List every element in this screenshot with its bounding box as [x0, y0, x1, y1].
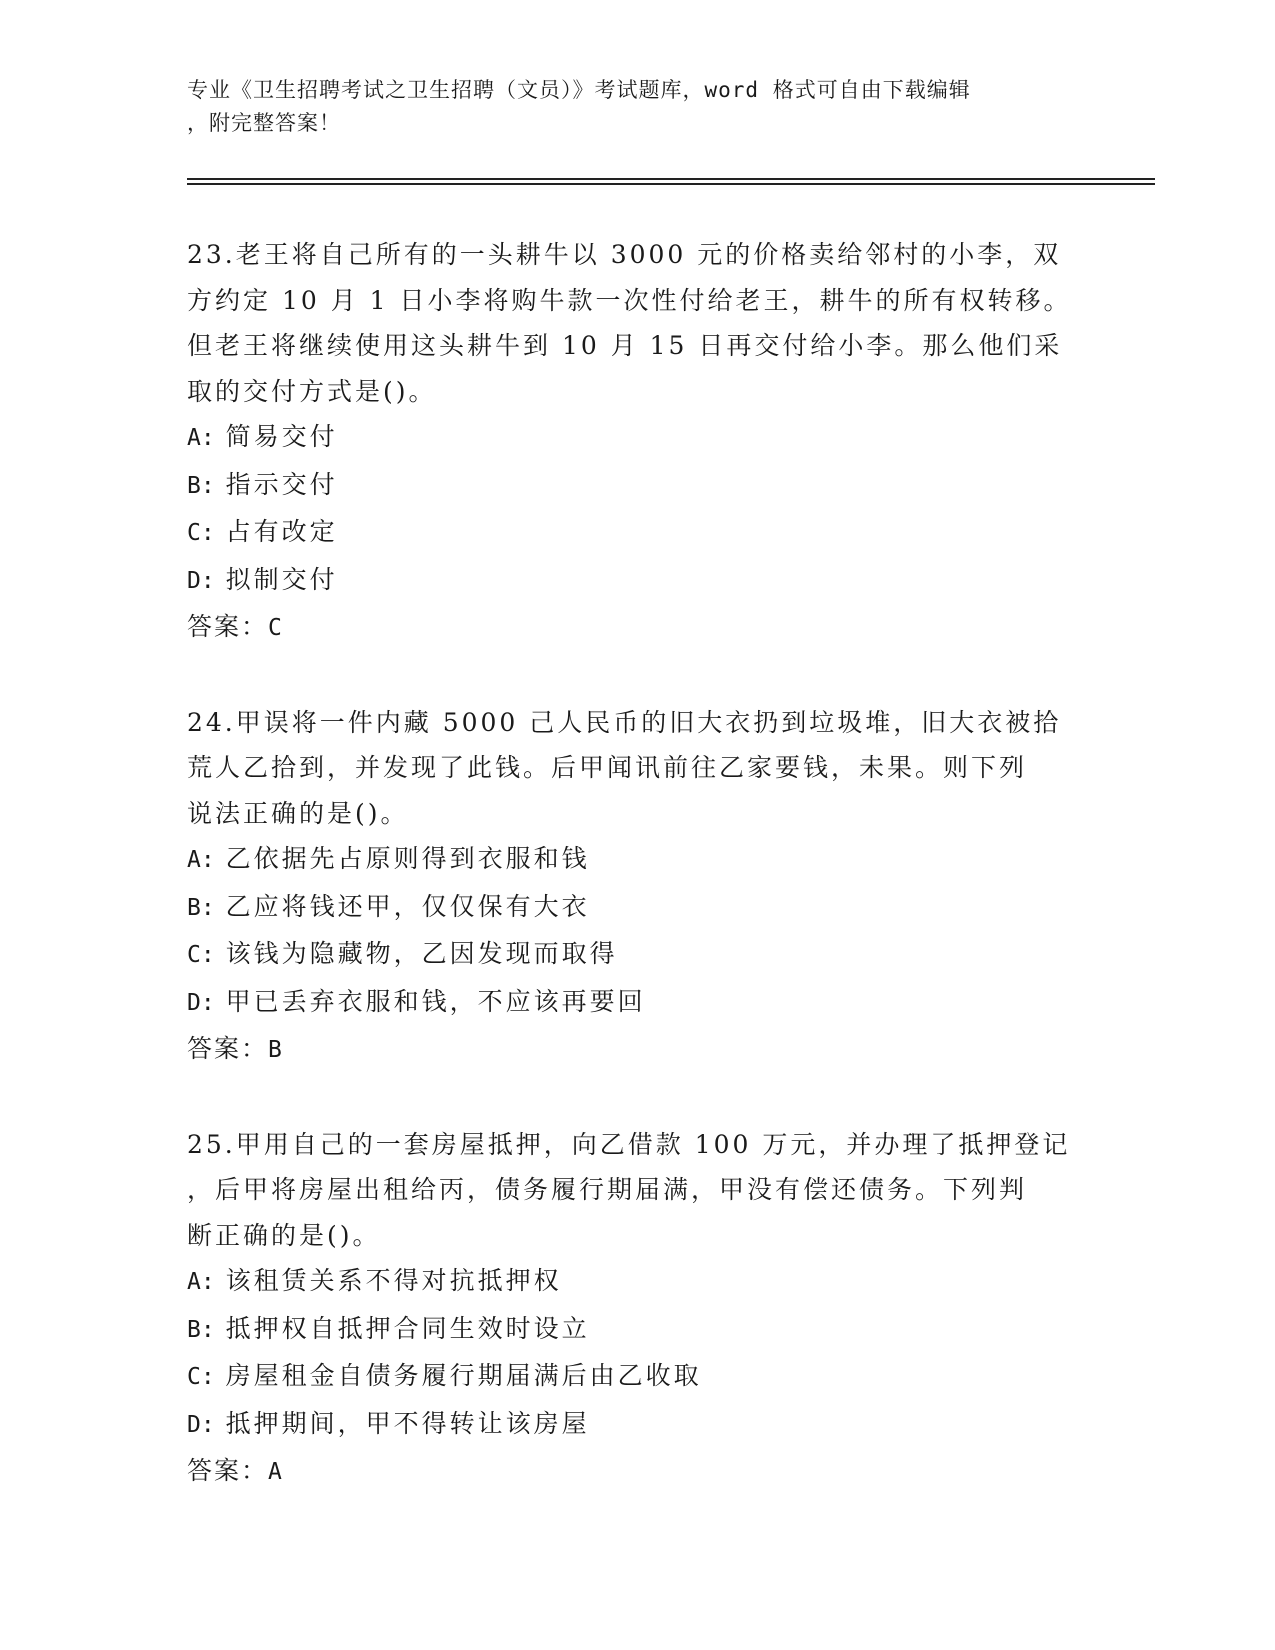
option-text: 乙依据先占原则得到衣服和钱: [225, 844, 590, 873]
option-d: [187, 557, 1087, 605]
question-list: [187, 232, 1087, 1544]
option-key: B:: [187, 1316, 215, 1343]
question-24: [187, 700, 1087, 1074]
option-text: 房屋租金自债务履行期届满后由乙收取: [225, 1361, 702, 1390]
option-key: A:: [187, 847, 215, 873]
header-line-1: 专业《卫生招聘考试之卫生招聘（文员）》考试题库，word 格式可自由下载编辑: [187, 78, 971, 102]
answer-label: 答案：: [187, 1034, 269, 1063]
option-text: 该钱为隐藏物，乙因发现而取得: [225, 939, 618, 968]
answer-label: 答案：: [187, 1456, 269, 1485]
header-divider-top: [187, 178, 1155, 180]
option-c: [187, 1353, 1087, 1401]
answer: [187, 1026, 1087, 1074]
option-text: 甲已丢弃衣服和钱，不应该再要回: [225, 986, 646, 1016]
option-b: [187, 462, 1087, 510]
stem-line: 25.甲用自己的一套房屋抵押，向乙借款 100 万元，并办理了抵押登记: [187, 1129, 1071, 1159]
option-c: [187, 931, 1087, 979]
answer: [187, 604, 1087, 652]
stem-line: 取的交付方式是()。: [187, 376, 437, 406]
option-text: 乙应将钱还甲，仅仅保有大衣: [225, 891, 590, 921]
stem-line: 断正确的是()。: [187, 1220, 381, 1250]
answer-value: B: [268, 1037, 284, 1063]
question-stem: [187, 700, 1087, 837]
option-key: C:: [187, 942, 215, 968]
answer-value: A: [268, 1459, 284, 1485]
option-text: 抵押权自抵押合同生效时设立: [225, 1313, 590, 1343]
option-a: [187, 836, 1087, 884]
header-divider-bottom: [187, 183, 1155, 185]
option-key: D:: [187, 567, 215, 594]
option-text: 抵押期间，甲不得转让该房屋: [225, 1408, 590, 1438]
option-d: [187, 1401, 1087, 1449]
answer-label: 答案：: [187, 612, 269, 641]
stem-line: 23.老王将自己所有的一头耕牛以 3000 元的价格卖给邻村的小李，双: [187, 240, 1062, 269]
question-25: [187, 1122, 1087, 1496]
option-b: [187, 1306, 1087, 1354]
question-23: [187, 232, 1087, 652]
option-text: 该租赁关系不得对抗抵押权: [225, 1266, 562, 1295]
option-text: 拟制交付: [225, 564, 338, 594]
option-key: A:: [187, 1269, 215, 1295]
document-header: [187, 74, 1067, 140]
header-line-2: ，附完整答案！: [187, 111, 341, 135]
stem-line: 荒人乙拾到，并发现了此钱。后甲闻讯前往乙家要钱，未果。则下列: [187, 753, 1028, 782]
option-key: B:: [187, 894, 215, 921]
option-text: 简易交付: [225, 422, 338, 451]
option-key: B:: [187, 472, 215, 499]
answer: [187, 1448, 1087, 1496]
option-d: [187, 979, 1087, 1027]
option-key: C:: [187, 1364, 215, 1390]
option-key: D:: [187, 989, 215, 1016]
option-a: [187, 414, 1087, 462]
option-text: 占有改定: [225, 517, 338, 546]
stem-line: ，后甲将房屋出租给丙，债务履行期届满，甲没有偿还债务。下列判: [187, 1175, 1028, 1204]
answer-value: C: [268, 615, 284, 641]
stem-line: 说法正确的是()。: [187, 798, 409, 828]
stem-line: 24.甲误将一件内藏 5000 己人民币的旧大衣扔到垃圾堆，旧大衣被拾: [187, 707, 1062, 737]
question-stem: [187, 1122, 1087, 1259]
option-a: [187, 1258, 1087, 1306]
stem-line: 但老王将继续使用这头耕牛到 10 月 15 日再交付给小李。那么他们采: [187, 331, 1063, 360]
option-key: D:: [187, 1411, 215, 1438]
option-c: [187, 509, 1087, 557]
option-key: C:: [187, 520, 215, 546]
option-key: A:: [187, 425, 215, 451]
question-stem: [187, 232, 1087, 414]
option-text: 指示交付: [225, 469, 338, 499]
option-b: [187, 884, 1087, 932]
stem-line: 方约定 10 月 1 日小李将购牛款一次性付给老王，耕牛的所有权转移。: [187, 285, 1072, 315]
